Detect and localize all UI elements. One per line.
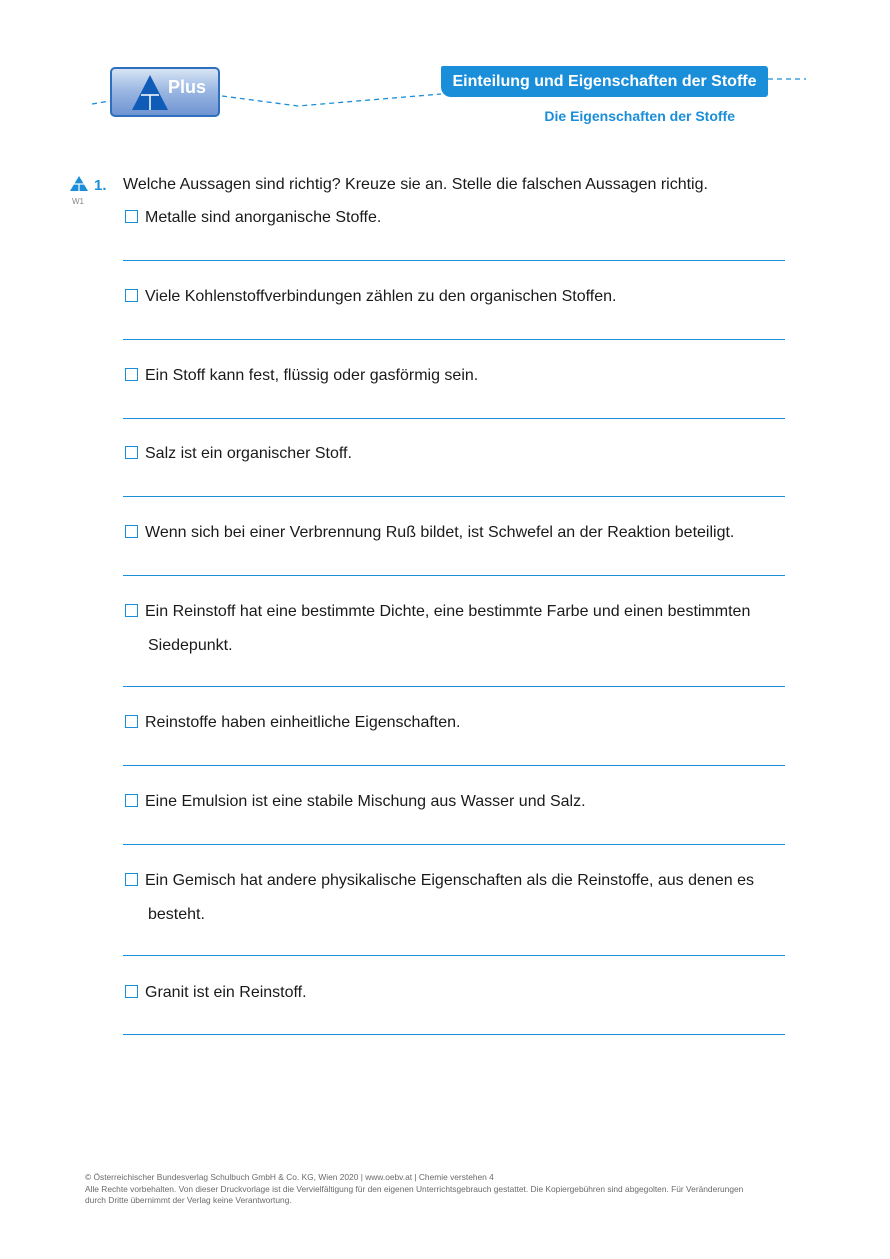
answer-line[interactable]: [123, 1034, 785, 1035]
statement-item: [125, 706, 795, 740]
statement-item: [125, 976, 795, 1010]
statement-item: [125, 595, 795, 663]
logo-label: Plus: [168, 77, 207, 97]
answer-line[interactable]: [123, 496, 785, 497]
statement-text: Granit ist ein Reinstoff.: [145, 984, 307, 1001]
section-subtitle: Die Eigenschaften der Stoffe: [544, 108, 735, 124]
task-prompt: Welche Aussagen sind richtig? Kreuze sie an. Stelle die falschen Aussagen richtig.: [123, 176, 708, 193]
answer-line[interactable]: [123, 765, 785, 766]
statement-checkbox[interactable]: [125, 446, 138, 459]
statement-checkbox[interactable]: [125, 873, 138, 886]
footer-line: durch Dritte übernimmt der Verlag keine Verantwortung.: [85, 1195, 292, 1205]
statement-item: [125, 516, 795, 550]
statement-item: [125, 864, 795, 932]
statement-item: [125, 280, 795, 314]
statement-text: Viele Kohlenstoffverbindungen zählen zu den organischen Stoffen.: [145, 288, 617, 305]
statement-checkbox[interactable]: [125, 715, 138, 728]
answer-line[interactable]: [123, 339, 785, 340]
statement-continuation: besteht.: [148, 906, 205, 923]
task-number: 1.: [94, 177, 107, 194]
statement-text: Wenn sich bei einer Verbrennung Ruß bildet, ist Schwefel an der Reaktion beteiligt.: [145, 524, 735, 541]
statement-text: Ein Stoff kann fest, flüssig oder gasförmig sein.: [145, 367, 479, 384]
chapter-title: Einteilung und Eigenschaften der Stoffe: [441, 66, 768, 97]
statement-text: Ein Reinstoff hat eine bestimmte Dichte, eine bestimmte Farbe und einen bestimmten: [145, 603, 751, 620]
task-level-pyramid-icon: [69, 175, 89, 192]
answer-line[interactable]: [123, 686, 785, 687]
answer-line[interactable]: [123, 955, 785, 956]
statement-checkbox[interactable]: [125, 368, 138, 381]
statement-text: Ein Gemisch hat andere physikalische Eigenschaften als die Reinstoffe, aus denen es: [145, 872, 754, 889]
statement-item: [125, 201, 795, 235]
answer-line[interactable]: [123, 844, 785, 845]
statement-checkbox[interactable]: [125, 794, 138, 807]
statement-item: [125, 785, 795, 819]
statement-item: [125, 359, 795, 393]
plus-logo: [110, 67, 220, 117]
answer-line[interactable]: [123, 575, 785, 576]
statement-checkbox[interactable]: [125, 289, 138, 302]
statement-text: Salz ist ein organischer Stoff.: [145, 445, 352, 462]
statement-text: Metalle sind anorganische Stoffe.: [145, 209, 382, 226]
footer-line: Alle Rechte vorbehalten. Von dieser Druckvorlage ist die Vervielfältigung für den eigenen Unterrichtsgebrauch gestattet. Die Kopiergebühren sind abgegolten. Für Veränderungen: [85, 1183, 744, 1194]
answer-line[interactable]: [123, 260, 785, 261]
footer-line: © Österreichischer Bundesverlag Schulbuch GmbH & Co. KG, Wien 2020 | www.oebv.at | Chemie verstehen 4: [85, 1172, 494, 1182]
answer-line[interactable]: [123, 418, 785, 419]
statement-continuation: Siedepunkt.: [148, 637, 233, 654]
statement-checkbox[interactable]: [125, 985, 138, 998]
statement-checkbox[interactable]: [125, 525, 138, 538]
statement-checkbox[interactable]: [125, 604, 138, 617]
statement-text: Eine Emulsion ist eine stabile Mischung aus Wasser und Salz.: [145, 793, 586, 810]
task-code: W1: [72, 197, 84, 206]
statement-checkbox[interactable]: [125, 210, 138, 223]
copyright-footer: [85, 1172, 805, 1207]
statement-text: Reinstoffe haben einheitliche Eigenschaften.: [145, 714, 461, 731]
statement-item: [125, 437, 795, 471]
